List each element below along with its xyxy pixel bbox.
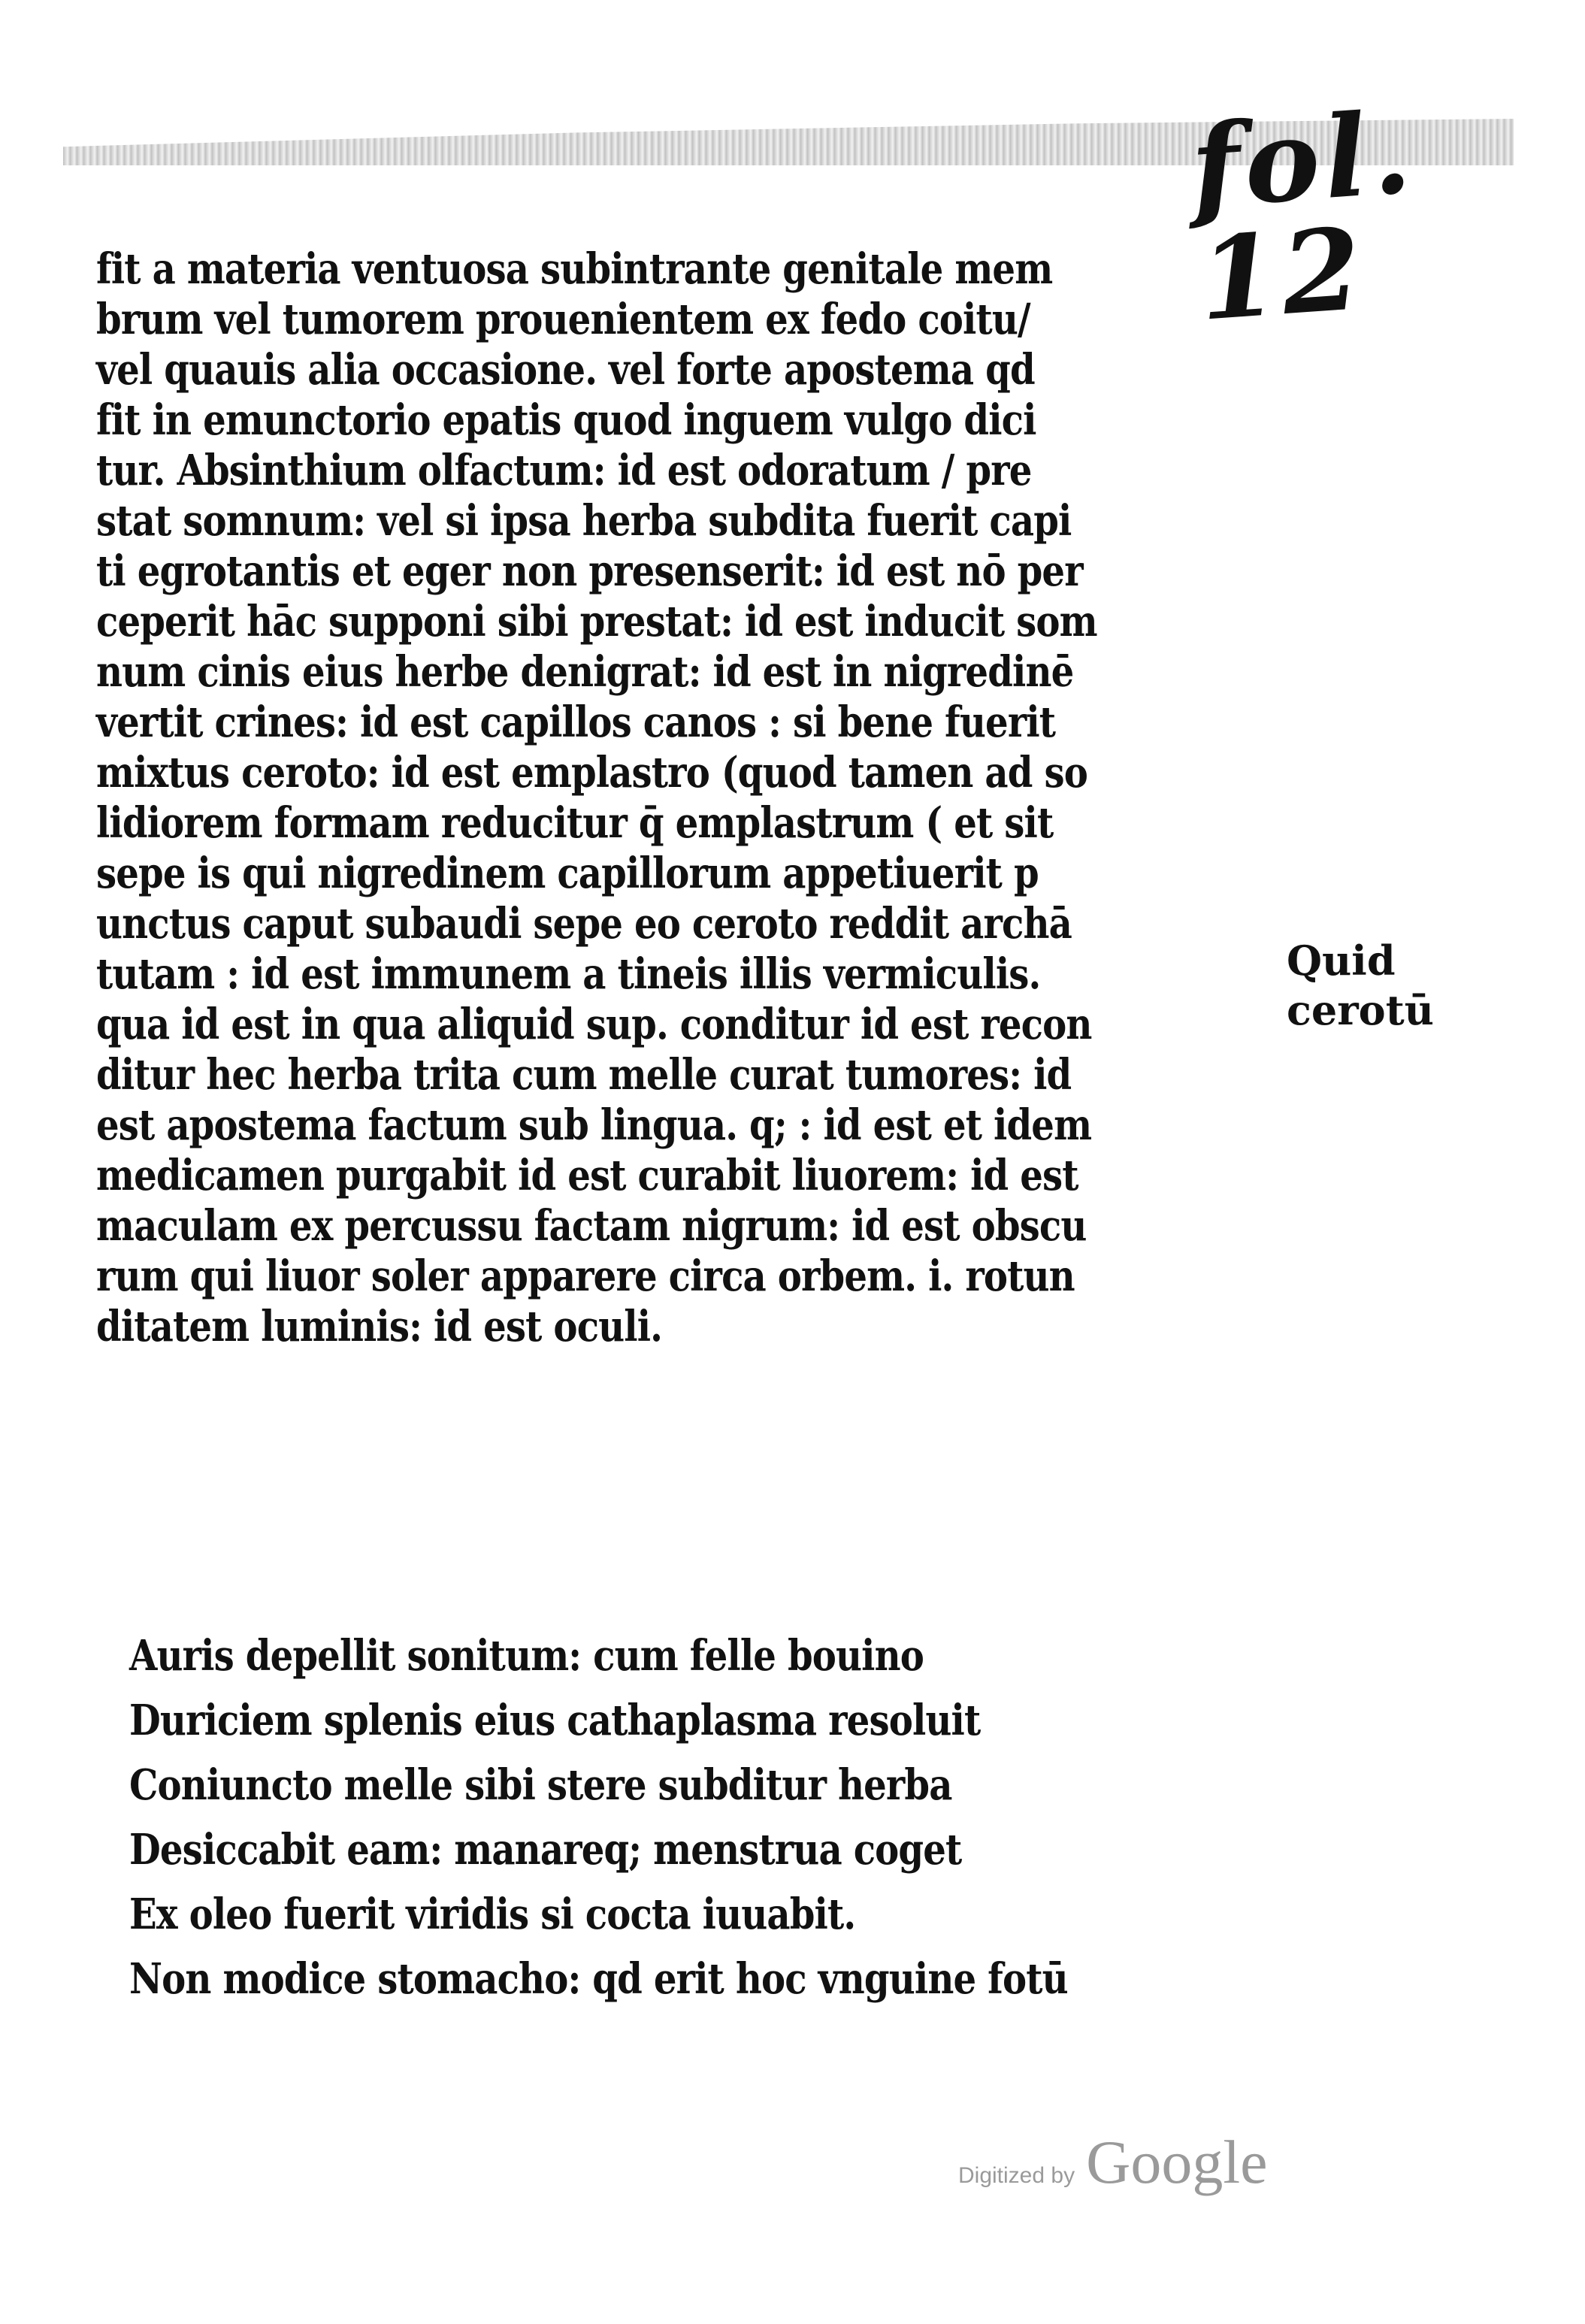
prose-line: fit a materia ventuosa subintrante genitale mem [96, 244, 1053, 294]
verse-line: Coniuncto melle sibi stere subditur herba [129, 1760, 952, 1810]
prose-line: medicamen purgabit id est curabit liuorem: id est [96, 1151, 1078, 1200]
watermark-prefix: Digitized by [958, 2163, 1075, 2188]
verse-line: Non modice stomacho: qd erit hoc vnguine fotū [129, 1954, 1068, 2004]
prose-line: num cinis eius herbe denigrat: id est in nigredinē [96, 647, 1074, 697]
prose-line: lidiorem formam reducitur q̄ emplastrum ( et sit [96, 798, 1054, 848]
prose-line: ditur hec herba trita cum melle curat tumores: id [96, 1050, 1072, 1100]
verse-line: Auris depellit sonitum: cum felle bouino [129, 1631, 924, 1681]
prose-line: stat somnum: vel si ipsa herba subdita fuerit capi [96, 496, 1072, 546]
prose-line: unctus caput subaudi sepe eo ceroto reddit archā [96, 899, 1072, 949]
margin-note [1287, 936, 1512, 1035]
prose-line: vertit crines: id est capillos canos : si bene fuerit [96, 698, 1056, 747]
watermark-brand: Google [1086, 2128, 1268, 2196]
prose-line: rum qui liuor soler apparere circa orbem. i. rotun [96, 1251, 1075, 1301]
verse-line: Desiccabit eam: manareq; menstrua coget [129, 1825, 962, 1875]
commentary-text [96, 244, 1299, 1352]
prose-line: brum vel tumorem prouenientem ex fedo coitu/ [96, 295, 1030, 344]
prose-line: ceperit hāc supponi sibi prestat: id est inducit som [96, 597, 1097, 646]
prose-line: fit in emunctorio epatis quod inguem vulgo dici [96, 395, 1036, 445]
digitized-watermark [958, 2127, 1268, 2198]
verse-line: Duriciem splenis eius cathaplasma resoluit [129, 1696, 981, 1745]
verse-line: Ex oleo fuerit viridis si cocta iuuabit. [129, 1890, 856, 1939]
folio-number: fol. 12 [1187, 86, 1420, 346]
margin-note-line: cerotū [1287, 986, 1434, 1034]
prose-line: tur. Absinthium olfactum: id est odoratum / pre [96, 446, 1032, 495]
prose-line: mixtus ceroto: id est emplastro (quod tamen ad so [96, 748, 1087, 797]
prose-line: qua id est in qua aliquid sup. conditur id est recon [96, 1000, 1092, 1049]
prose-line: ditatem luminis: id est oculi. [96, 1302, 663, 1351]
prose-line: ti egrotantis et eger non presenserit: id est nō per [96, 546, 1083, 596]
verse-text [129, 1623, 1332, 2011]
prose-line: vel quauis alia occasione. vel forte apostema qd [96, 345, 1035, 395]
prose-line: sepe is qui nigredinem capillorum appetiuerit p [96, 849, 1039, 898]
prose-line: tutam : id est immunem a tineis illis vermiculis. [96, 949, 1041, 999]
prose-line: est apostema factum sub lingua. q; : id est et idem [96, 1100, 1092, 1150]
prose-line: maculam ex percussu factam nigrum: id est obscu [96, 1201, 1087, 1251]
margin-note-line: Quid [1287, 937, 1396, 985]
